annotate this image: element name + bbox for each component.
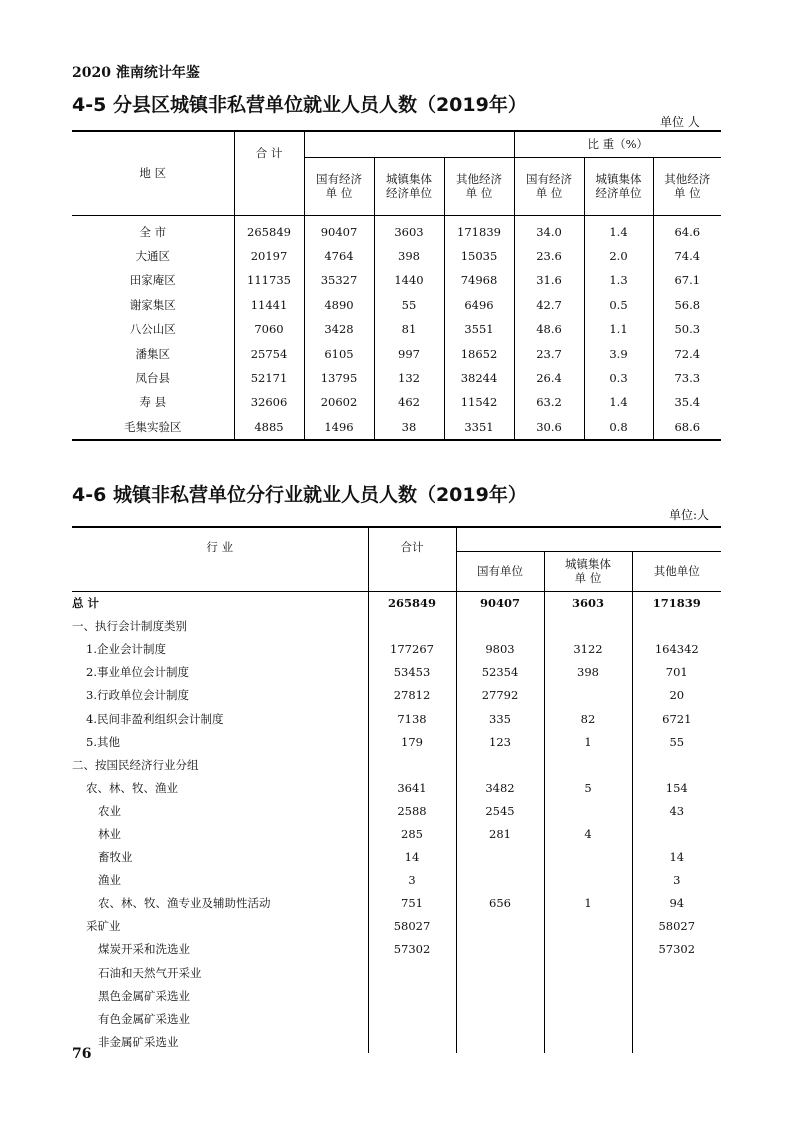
table-row — [72, 390, 721, 414]
table-row — [72, 268, 721, 292]
value-cell: 57302 — [368, 938, 456, 961]
value-cell: 26.4 — [514, 366, 584, 390]
value-cell — [632, 822, 721, 845]
value-cell: 74.4 — [653, 244, 721, 268]
value-cell: 94 — [632, 892, 721, 915]
value-cell: 5 — [544, 776, 632, 799]
industry-label: 渔业 — [98, 873, 121, 888]
value-cell: 25754 — [234, 341, 304, 365]
value-cell: 56.8 — [653, 293, 721, 317]
value-cell: 90407 — [304, 215, 374, 244]
region-cell: 八公山区 — [129, 322, 176, 337]
header-ratio-collective: 城镇集体 经济单位 — [584, 157, 653, 215]
value-cell: 1 — [544, 892, 632, 915]
industry-label: 农业 — [98, 803, 121, 818]
table-row — [72, 366, 721, 390]
value-cell: 3122 — [544, 638, 632, 661]
value-cell: 20 — [632, 684, 721, 707]
value-cell: 0.5 — [584, 293, 653, 317]
value-cell: 1.4 — [584, 390, 653, 414]
page-number: 76 — [72, 1046, 92, 1062]
value-cell: 398 — [544, 661, 632, 684]
value-cell — [456, 984, 544, 1007]
industry-label: 一、执行会计制度类别 — [72, 619, 187, 634]
value-cell: 74968 — [444, 268, 514, 292]
value-cell — [456, 1030, 544, 1053]
value-cell: 14 — [632, 846, 721, 869]
value-cell: 1.3 — [584, 268, 653, 292]
value-cell: 38244 — [444, 366, 514, 390]
value-cell: 6721 — [632, 707, 721, 730]
value-cell: 0.3 — [584, 366, 653, 390]
value-cell: 3551 — [444, 317, 514, 341]
value-cell: 171839 — [632, 591, 721, 615]
table-row — [72, 684, 721, 707]
table2-title: 4-6 城镇非私营单位分行业就业人员人数（2019年） — [72, 484, 527, 506]
value-cell: 4 — [544, 822, 632, 845]
value-cell: 55 — [374, 293, 444, 317]
value-cell: 2588 — [368, 799, 456, 822]
header-collective: 城镇集体 单 位 — [544, 551, 632, 591]
value-cell — [632, 615, 721, 638]
value-cell: 72.4 — [653, 341, 721, 365]
header-other: 其他单位 — [632, 551, 721, 591]
value-cell: 335 — [456, 707, 544, 730]
value-cell — [544, 753, 632, 776]
value-cell: 2545 — [456, 799, 544, 822]
value-cell: 35327 — [304, 268, 374, 292]
industry-label: 畜牧业 — [98, 850, 133, 865]
value-cell — [456, 846, 544, 869]
header-region: 地 区 — [72, 131, 234, 215]
value-cell — [544, 684, 632, 707]
value-cell: 42.7 — [514, 293, 584, 317]
value-cell: 63.2 — [514, 390, 584, 414]
value-cell: 6105 — [304, 341, 374, 365]
value-cell: 177267 — [368, 638, 456, 661]
industry-label: 4.民间非盈利组织会计制度 — [86, 711, 224, 726]
value-cell: 4890 — [304, 293, 374, 317]
value-cell: 3482 — [456, 776, 544, 799]
value-cell: 81 — [374, 317, 444, 341]
region-cell: 寿 县 — [139, 395, 167, 410]
table-row — [72, 415, 721, 440]
industry-label: 5.其他 — [86, 734, 120, 749]
value-cell: 265849 — [234, 215, 304, 244]
header-ratio: 比 重（%） — [514, 131, 721, 157]
value-cell — [544, 846, 632, 869]
value-cell: 656 — [456, 892, 544, 915]
industry-label: 总 计 — [72, 596, 100, 611]
table-row — [72, 1007, 721, 1030]
industry-label: 采矿业 — [86, 919, 121, 934]
region-cell: 潘集区 — [135, 346, 170, 361]
table-row — [72, 915, 721, 938]
value-cell — [632, 1030, 721, 1053]
value-cell: 50.3 — [653, 317, 721, 341]
value-cell — [632, 961, 721, 984]
value-cell — [544, 984, 632, 1007]
value-cell: 6496 — [444, 293, 514, 317]
value-cell: 23.7 — [514, 341, 584, 365]
region-cell: 田家庵区 — [129, 273, 176, 288]
value-cell — [544, 961, 632, 984]
value-cell: 11542 — [444, 390, 514, 414]
value-cell: 58027 — [368, 915, 456, 938]
value-cell: 1 — [544, 730, 632, 753]
value-cell: 0.8 — [584, 415, 653, 440]
value-cell: 281 — [456, 822, 544, 845]
value-cell — [456, 961, 544, 984]
value-cell: 3603 — [544, 591, 632, 615]
header-other: 其他经济 单 位 — [444, 157, 514, 215]
value-cell: 179 — [368, 730, 456, 753]
value-cell: 3 — [632, 869, 721, 892]
table-row — [72, 869, 721, 892]
value-cell — [368, 753, 456, 776]
value-cell — [544, 799, 632, 822]
value-cell: 48.6 — [514, 317, 584, 341]
value-cell: 1496 — [304, 415, 374, 440]
region-cell: 大通区 — [135, 249, 170, 264]
industry-label: 3.行政单位会计制度 — [86, 688, 189, 703]
table-row — [72, 938, 721, 961]
value-cell — [368, 1030, 456, 1053]
value-cell — [632, 753, 721, 776]
value-cell: 3603 — [374, 215, 444, 244]
industry-label: 有色金属矿采选业 — [98, 1011, 190, 1026]
value-cell: 3641 — [368, 776, 456, 799]
industry-label: 煤炭开采和洗选业 — [98, 942, 190, 957]
table-row — [72, 753, 721, 776]
value-cell: 55 — [632, 730, 721, 753]
value-cell: 23.6 — [514, 244, 584, 268]
value-cell: 3351 — [444, 415, 514, 440]
value-cell: 1.1 — [584, 317, 653, 341]
value-cell: 27792 — [456, 684, 544, 707]
value-cell: 18652 — [444, 341, 514, 365]
value-cell: 154 — [632, 776, 721, 799]
table-row — [72, 244, 721, 268]
header-total: 合计 — [368, 527, 456, 591]
table-row — [72, 591, 721, 615]
header-industry: 行 业 — [72, 527, 368, 591]
value-cell: 82 — [544, 707, 632, 730]
value-cell: 20602 — [304, 390, 374, 414]
value-cell: 64.6 — [653, 215, 721, 244]
value-cell: 27812 — [368, 684, 456, 707]
value-cell: 462 — [374, 390, 444, 414]
table-row — [72, 707, 721, 730]
table-row — [72, 776, 721, 799]
value-cell — [368, 984, 456, 1007]
value-cell — [456, 753, 544, 776]
value-cell: 701 — [632, 661, 721, 684]
industry-label: 农、林、牧、渔业 — [86, 780, 178, 795]
page-header: 2020 淮南统计年鉴 — [72, 65, 200, 81]
table-row — [72, 822, 721, 845]
value-cell — [632, 1007, 721, 1030]
table-row — [72, 638, 721, 661]
value-cell: 43 — [632, 799, 721, 822]
table-row — [72, 1030, 721, 1053]
value-cell: 3428 — [304, 317, 374, 341]
value-cell — [368, 961, 456, 984]
value-cell: 90407 — [456, 591, 544, 615]
value-cell: 14 — [368, 846, 456, 869]
value-cell: 31.6 — [514, 268, 584, 292]
value-cell: 4764 — [304, 244, 374, 268]
table-row — [72, 846, 721, 869]
value-cell — [368, 1007, 456, 1030]
value-cell: 52354 — [456, 661, 544, 684]
value-cell: 285 — [368, 822, 456, 845]
value-cell: 38 — [374, 415, 444, 440]
value-cell: 398 — [374, 244, 444, 268]
value-cell — [632, 984, 721, 1007]
region-cell: 谢家集区 — [129, 297, 176, 312]
region-cell: 全 市 — [139, 224, 167, 239]
region-cell: 凤台县 — [135, 371, 170, 386]
value-cell — [544, 938, 632, 961]
header-state: 国有单位 — [456, 551, 544, 591]
table-row — [72, 661, 721, 684]
industry-label: 2.事业单位会计制度 — [86, 665, 189, 680]
industry-label: 农、林、牧、渔专业及辅助性活动 — [98, 896, 271, 911]
table-row — [72, 984, 721, 1007]
table-row — [72, 799, 721, 822]
value-cell: 123 — [456, 730, 544, 753]
value-cell: 164342 — [632, 638, 721, 661]
value-cell: 132 — [374, 366, 444, 390]
industry-label: 石油和天然气开采业 — [98, 965, 202, 980]
value-cell: 52171 — [234, 366, 304, 390]
table2-industry-employment — [72, 526, 721, 1053]
value-cell: 2.0 — [584, 244, 653, 268]
value-cell: 1440 — [374, 268, 444, 292]
value-cell: 30.6 — [514, 415, 584, 440]
table-row — [72, 730, 721, 753]
value-cell: 751 — [368, 892, 456, 915]
table-row — [72, 961, 721, 984]
value-cell: 67.1 — [653, 268, 721, 292]
value-cell: 32606 — [234, 390, 304, 414]
value-cell — [544, 915, 632, 938]
value-cell — [456, 1007, 544, 1030]
header-ratio-other: 其他经济 单 位 — [653, 157, 721, 215]
value-cell — [456, 938, 544, 961]
table-row — [72, 317, 721, 341]
value-cell: 53453 — [368, 661, 456, 684]
value-cell — [544, 869, 632, 892]
value-cell: 171839 — [444, 215, 514, 244]
value-cell: 111735 — [234, 268, 304, 292]
value-cell: 58027 — [632, 915, 721, 938]
value-cell — [544, 1007, 632, 1030]
value-cell: 3 — [368, 869, 456, 892]
value-cell: 57302 — [632, 938, 721, 961]
value-cell: 997 — [374, 341, 444, 365]
table-row — [72, 215, 721, 244]
value-cell: 13795 — [304, 366, 374, 390]
value-cell — [456, 615, 544, 638]
industry-label: 非金属矿采选业 — [98, 1034, 179, 1049]
industry-label: 黑色金属矿采选业 — [98, 988, 190, 1003]
table-row — [72, 892, 721, 915]
header-state: 国有经济 单 位 — [304, 157, 374, 215]
industry-label: 二、按国民经济行业分组 — [72, 757, 199, 772]
value-cell: 15035 — [444, 244, 514, 268]
value-cell: 3.9 — [584, 341, 653, 365]
value-cell: 68.6 — [653, 415, 721, 440]
table-row — [72, 615, 721, 638]
table1-region-employment — [72, 130, 721, 441]
value-cell: 7138 — [368, 707, 456, 730]
table2-unit: 单位:人 — [669, 508, 710, 522]
value-cell — [456, 915, 544, 938]
header-collective: 城镇集体 经济单位 — [374, 157, 444, 215]
table-row — [72, 341, 721, 365]
table-row — [72, 293, 721, 317]
table1-title: 4-5 分县区城镇非私营单位就业人员人数（2019年） — [72, 94, 527, 116]
industry-label: 林业 — [98, 826, 121, 841]
value-cell: 7060 — [234, 317, 304, 341]
value-cell: 73.3 — [653, 366, 721, 390]
value-cell: 265849 — [368, 591, 456, 615]
value-cell — [368, 615, 456, 638]
value-cell: 4885 — [234, 415, 304, 440]
region-cell: 毛集实验区 — [72, 415, 234, 440]
header-total: 合 计 — [234, 131, 304, 215]
value-cell: 1.4 — [584, 215, 653, 244]
table1-unit: 单位 人 — [660, 115, 700, 129]
value-cell: 34.0 — [514, 215, 584, 244]
value-cell — [456, 869, 544, 892]
industry-label: 1.企业会计制度 — [86, 642, 166, 657]
header-ratio-state: 国有经济 单 位 — [514, 157, 584, 215]
value-cell: 11441 — [234, 293, 304, 317]
value-cell: 9803 — [456, 638, 544, 661]
value-cell: 20197 — [234, 244, 304, 268]
value-cell — [544, 1030, 632, 1053]
value-cell: 35.4 — [653, 390, 721, 414]
value-cell — [544, 615, 632, 638]
